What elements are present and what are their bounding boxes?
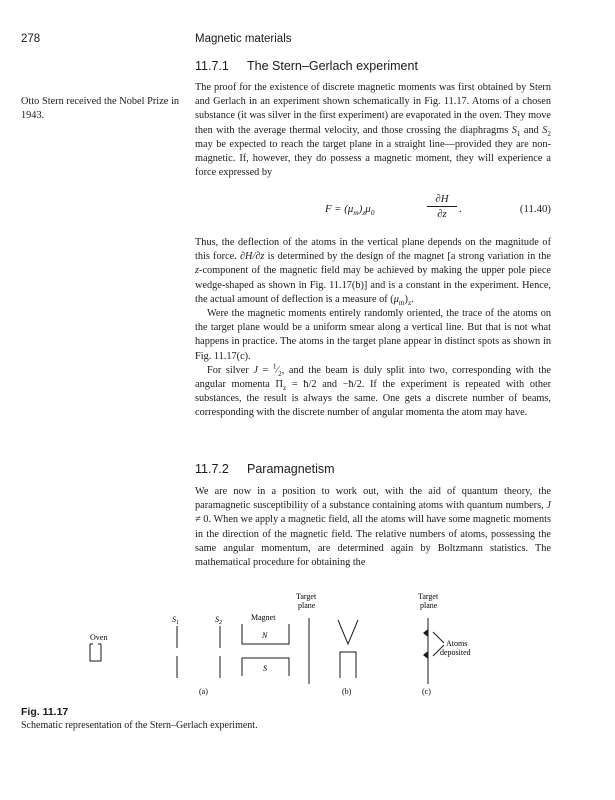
south-label: S: [263, 664, 267, 673]
atom-spot-lower: [423, 651, 428, 659]
atoms-label-line2: deposited: [440, 648, 471, 657]
atom-spot-upper: [423, 629, 428, 637]
stern-gerlach-figure: [60, 582, 471, 702]
paragraph-deflection: Thus, the deflection of the atoms in the vertical plane depends on the magnitude of this force. ∂H/∂z is determined by the design of the magnet [a strong variation in the z-component of the magnetic field may be achieved by making the upper pole piece wedge-shaped as shown in Fig. 11.17(b)] and is a constant in the experiment. Hence, the actual amount of deflection is a measure of $(\mu_m)_z$. Were the magnetic moments entirely randomly oriented, the trace of the atoms on the target plane would be a uniform smear along a vertical line. But that is not what happens in practice. The atoms in the target plane appear in distinct spots as shown in Fig. 11.17(c). For silver $J = ^1⁄_2$, and the beam is duly split into two, corresponding with the angular momenta $\Pi_z$ = ħ/2 and −ħ/2. If the experiment is repeated with other substances, the result is always the same. One gets a discrete number of beams, corresponding with the discrete number of angular momenta the atom may have.: [195, 237, 552, 419]
section-heading-stern-gerlach: [195, 59, 418, 73]
margin-note: Otto Stern received the Nobel Prize in 1943.: [21, 96, 179, 122]
paragraph-paramagnetism: We are now in a position to work out, with the aid of quantum theory, the paramagnetic susceptibility of a substance containing atoms with quantum numbers, J ≠ 0. When we apply a magnetic field, all the atoms will have some magnetic moments in the direction of the magnetic field. The relative numbers of atoms, possessing the same angular momentum, are determined again by Boltzmann statistics. The mathematical procedure for obtaining the: [195, 486, 551, 569]
section-number: 11.7.2: [195, 462, 229, 476]
running-head: Magnetic materials: [195, 33, 292, 45]
panel-c-label: (c): [422, 687, 431, 696]
target-c-label-line1: Target: [418, 592, 439, 601]
atoms-label-line1: Atoms: [446, 639, 468, 648]
section-heading-paramagnetism: [195, 462, 335, 476]
section-title: Paramagnetism: [247, 462, 335, 476]
target-b-label-line2: plane: [298, 601, 316, 610]
paragraph-intro: The proof for the existence of discrete magnetic moments was first obtained by Stern and Gerlach in an experiment shown schematically in Fig. 11.17. Atoms of a chosen substance (it was silver in the first experiment) are evaporated in the oven. They move then with the average thermal velocity, and those crossing the diaphragms $S_1$ and $S_2$ may be expected to reach the target plane in a straight line—provided they are non-magnetic. If, however, they do possess a magnetic moment, they will experience a force expressed by: [195, 82, 551, 179]
target-c-label-line2: plane: [420, 601, 438, 610]
s1-label: $S_1$: [172, 615, 179, 626]
target-b-label-line1: Target: [296, 592, 317, 601]
section-number: 11.7.1: [195, 59, 229, 73]
s2-label: $S_2$: [215, 615, 222, 626]
figure-caption-title: Fig. 11.17: [21, 706, 69, 718]
wedge-pole: [338, 620, 358, 644]
panel-b-label: (b): [342, 687, 352, 696]
magnet-label: Magnet: [251, 613, 276, 622]
flat-pole: [340, 652, 356, 678]
panel-a-label: (a): [199, 687, 208, 696]
oven-label: Oven: [90, 633, 108, 642]
oven-shape: [90, 644, 101, 661]
figure-caption: Schematic representation of the Stern–Gerlach experiment.: [21, 720, 258, 731]
equation-number: (11.40): [519, 203, 551, 215]
page-number: 278: [21, 33, 41, 45]
north-label: N: [262, 631, 268, 640]
section-title: The Stern–Gerlach experiment: [247, 59, 418, 73]
equation-11-40: $F = (\mu_m)_z\mu_0$ $\frac{\partial H}{\partial z}$ . (11.40): [325, 193, 551, 220]
